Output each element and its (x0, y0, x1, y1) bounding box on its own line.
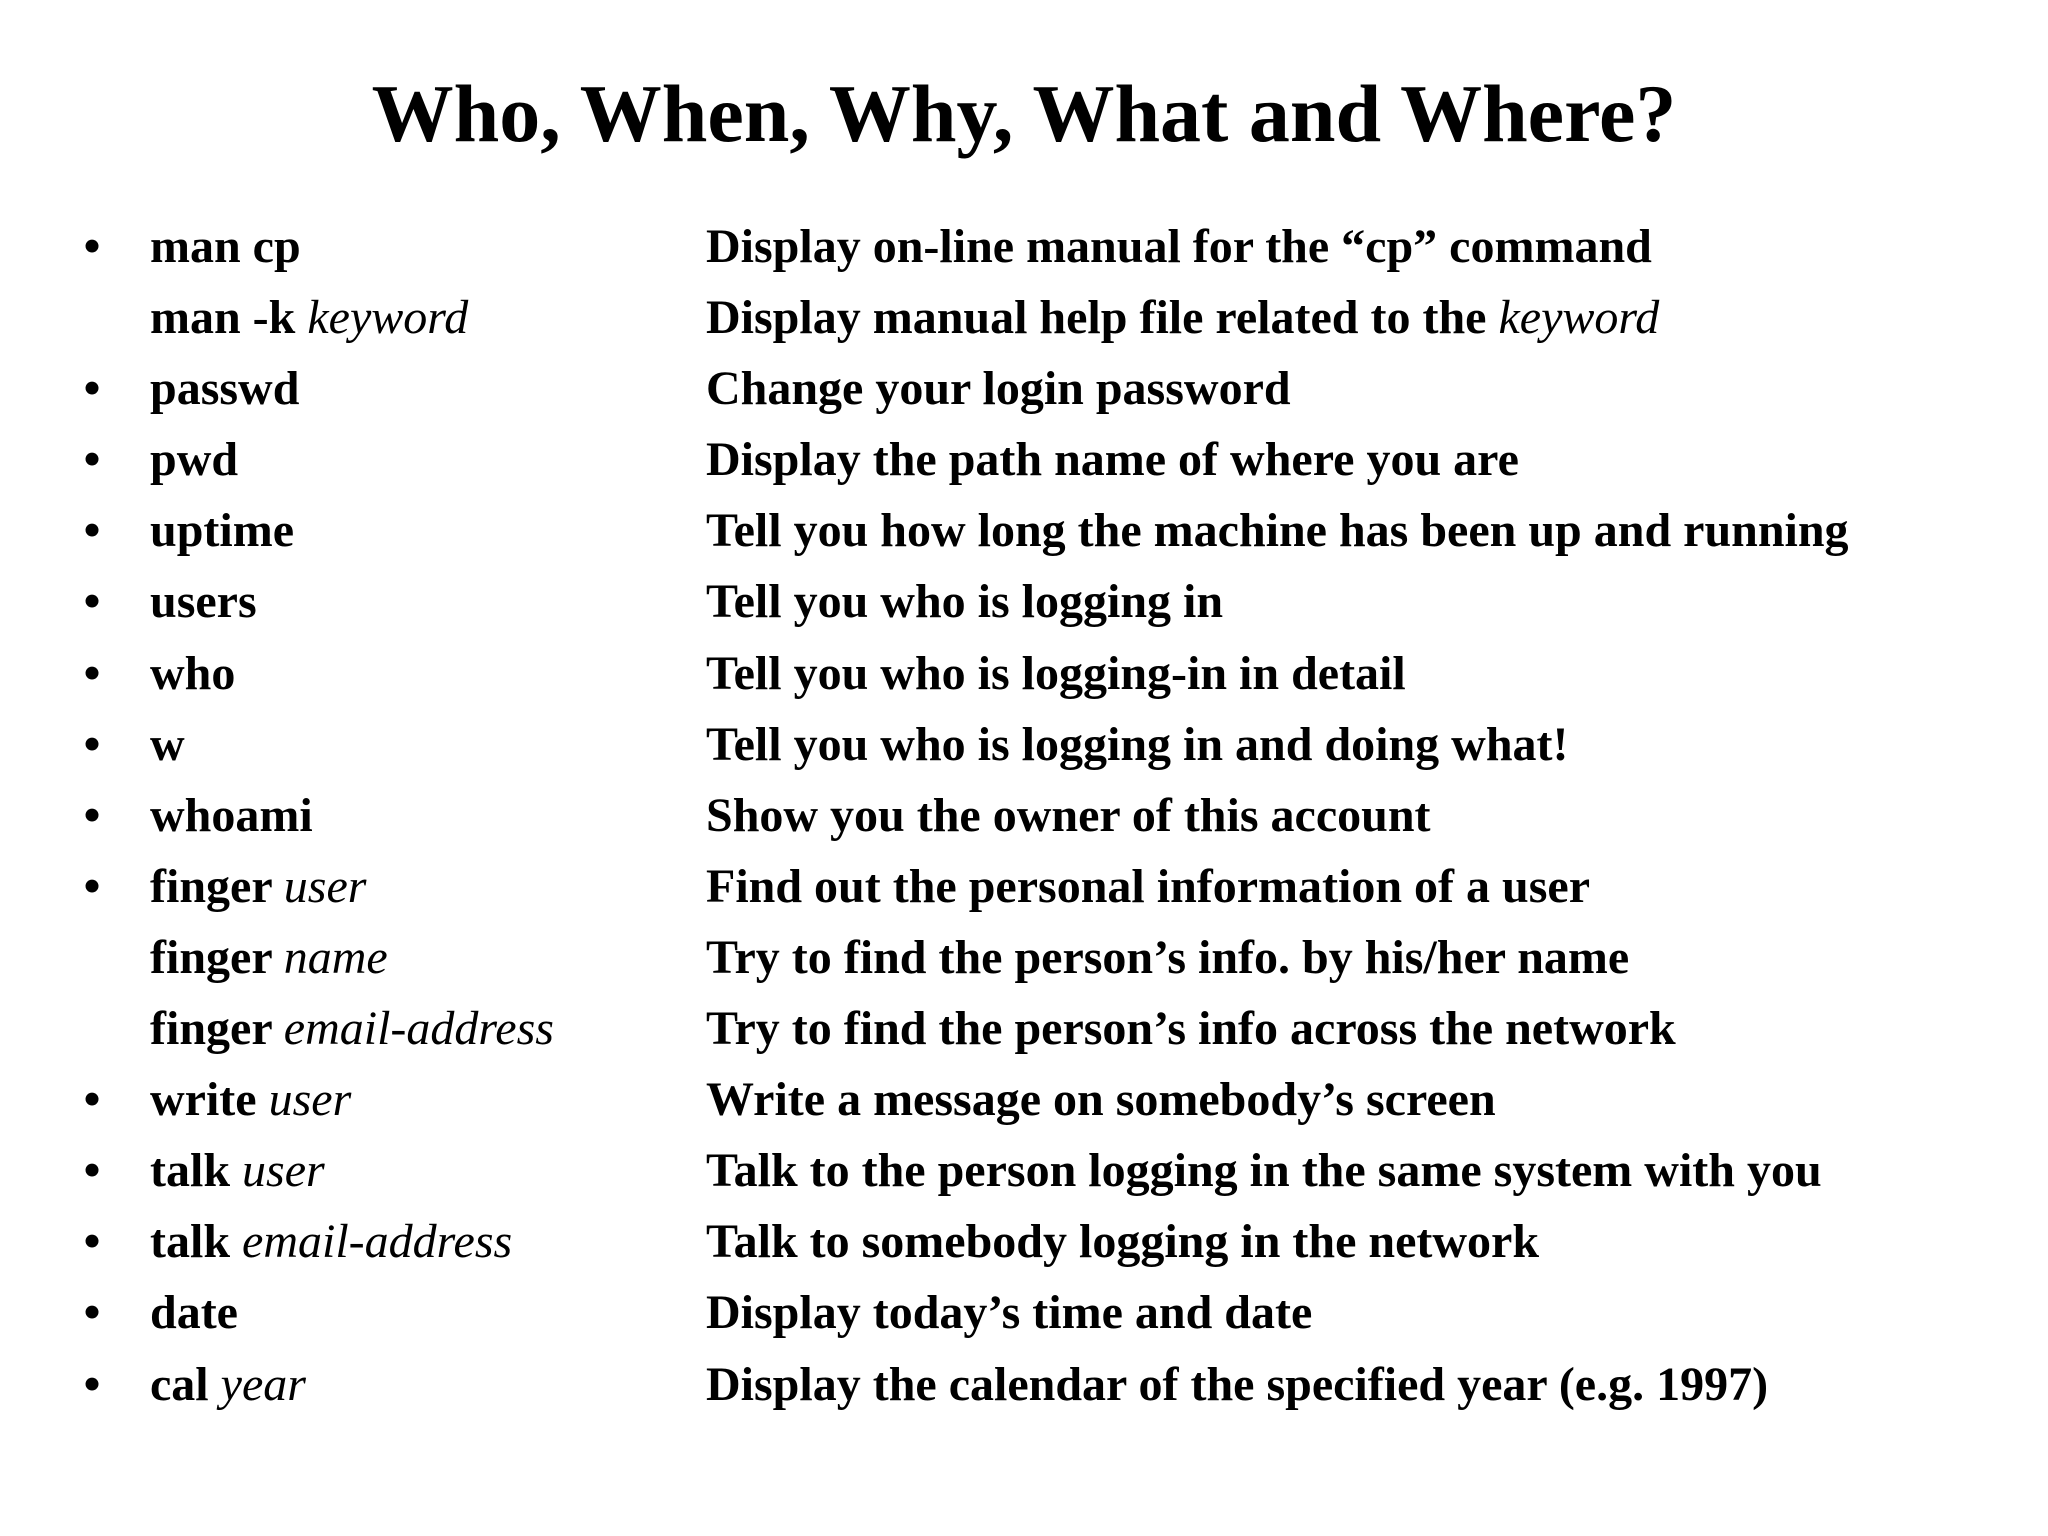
description-emphasis: keyword (1498, 291, 1660, 345)
bullet-icon: • (83, 788, 101, 842)
command-description (706, 854, 1590, 919)
command-row (0, 214, 2048, 285)
command-name (150, 1067, 351, 1132)
command-row (0, 925, 2048, 996)
description-text: Try to find the person’s info. by his/her name (706, 930, 1630, 984)
command-row (0, 356, 2048, 427)
description-text: Talk to somebody logging in the network (706, 1215, 1540, 1269)
command-text: finger (150, 1002, 284, 1056)
command-description (706, 356, 1291, 421)
description-text: Display the path name of where you are (706, 433, 1519, 487)
command-description (706, 996, 1676, 1061)
command-name (150, 996, 554, 1061)
command-name (150, 1138, 325, 1203)
command-description (706, 783, 1431, 848)
command-description (706, 712, 1569, 777)
description-text: Display today’s time and date (706, 1286, 1313, 1340)
bullet-icon: • (83, 575, 101, 629)
command-text: finger (150, 859, 284, 913)
page-title: Who, When, Why, What and Where? (371, 68, 1677, 159)
command-text: whoami (150, 788, 313, 842)
description-text: Display manual help file related to the (706, 291, 1499, 345)
description-text: Try to find the person’s info across the network (706, 1002, 1676, 1056)
command-argument: email-address (283, 1002, 554, 1056)
description-text: Show you the owner of this account (706, 788, 1431, 842)
command-text: users (150, 575, 257, 629)
command-name (150, 641, 235, 706)
bullet-icon: • (83, 220, 101, 273)
description-text: Tell you who is logging in (706, 575, 1224, 629)
command-text: man cp (150, 220, 301, 273)
bullet-icon: • (83, 1286, 101, 1340)
command-argument: name (283, 930, 388, 984)
command-description (706, 1280, 1312, 1345)
bullet-icon: • (83, 646, 101, 700)
command-text: cal (150, 1357, 221, 1411)
description-text: Tell you who is logging in and doing what! (706, 717, 1569, 771)
command-list (0, 214, 2048, 1423)
command-argument: user (242, 1144, 325, 1198)
command-name (150, 285, 468, 350)
command-row (0, 1138, 2048, 1209)
command-description (706, 498, 1849, 563)
command-description (706, 925, 1629, 990)
command-text: talk (150, 1215, 243, 1269)
description-text: Tell you who is logging-in in detail (706, 646, 1406, 700)
description-text: Write a message on somebody’s screen (706, 1073, 1496, 1127)
command-description (706, 285, 1659, 350)
bullet-icon: • (83, 362, 101, 416)
command-name (150, 1280, 238, 1345)
command-row (0, 427, 2048, 498)
command-description (706, 427, 1519, 492)
command-name (150, 498, 294, 563)
command-name (150, 925, 388, 990)
command-text: passwd (150, 362, 300, 416)
command-argument: user (283, 859, 367, 913)
command-description (706, 641, 1406, 706)
command-description (706, 1067, 1496, 1132)
command-text: w (150, 717, 185, 771)
command-text: finger (150, 930, 284, 984)
command-text: who (150, 646, 236, 700)
command-description (706, 1352, 1768, 1417)
bullet-icon: • (83, 1073, 101, 1127)
command-row (0, 1280, 2048, 1351)
command-description (706, 214, 1652, 279)
command-name (150, 712, 185, 777)
command-name (150, 854, 366, 919)
bullet-icon: • (83, 1215, 101, 1269)
command-argument: user (268, 1073, 352, 1127)
command-description (706, 569, 1223, 634)
bullet-icon: • (83, 504, 101, 558)
command-text: talk (150, 1144, 243, 1198)
description-text: Change your login password (706, 362, 1291, 416)
bullet-icon: • (83, 859, 101, 913)
command-name (150, 1209, 512, 1274)
command-row (0, 641, 2048, 712)
bullet-icon: • (83, 1357, 101, 1411)
command-name (150, 569, 257, 634)
description-text: Find out the personal information of a user (706, 859, 1591, 913)
command-row (0, 285, 2048, 356)
command-name (150, 214, 301, 279)
command-row (0, 783, 2048, 854)
command-argument: email-address (242, 1215, 513, 1269)
bullet-icon: • (83, 1144, 101, 1198)
command-row (0, 712, 2048, 783)
command-argument: keyword (307, 291, 469, 345)
command-argument: year (220, 1357, 306, 1411)
bullet-icon: • (83, 433, 101, 487)
command-text: date (150, 1286, 238, 1340)
command-name (150, 427, 238, 492)
command-text: write (150, 1073, 269, 1127)
command-row (0, 569, 2048, 640)
command-name (150, 1352, 306, 1417)
command-row (0, 996, 2048, 1067)
description-text: Display the calendar of the specified year (e.g. 1997) (706, 1357, 1769, 1411)
bullet-icon: • (83, 717, 101, 771)
command-text: pwd (150, 433, 239, 487)
command-row (0, 1209, 2048, 1280)
command-description (706, 1209, 1539, 1274)
command-row (0, 498, 2048, 569)
description-text: Tell you how long the machine has been up and running (706, 504, 1849, 558)
command-row (0, 854, 2048, 925)
command-name (150, 783, 313, 848)
command-row (0, 1067, 2048, 1138)
command-text: uptime (150, 504, 294, 558)
command-description (706, 1138, 1822, 1203)
description-text: Talk to the person logging in the same system with you (706, 1144, 1822, 1198)
command-row (0, 1352, 2048, 1423)
command-text: man -k (150, 291, 308, 345)
description-text: Display on-line manual for the “cp” command (706, 220, 1652, 273)
command-name (150, 356, 299, 421)
